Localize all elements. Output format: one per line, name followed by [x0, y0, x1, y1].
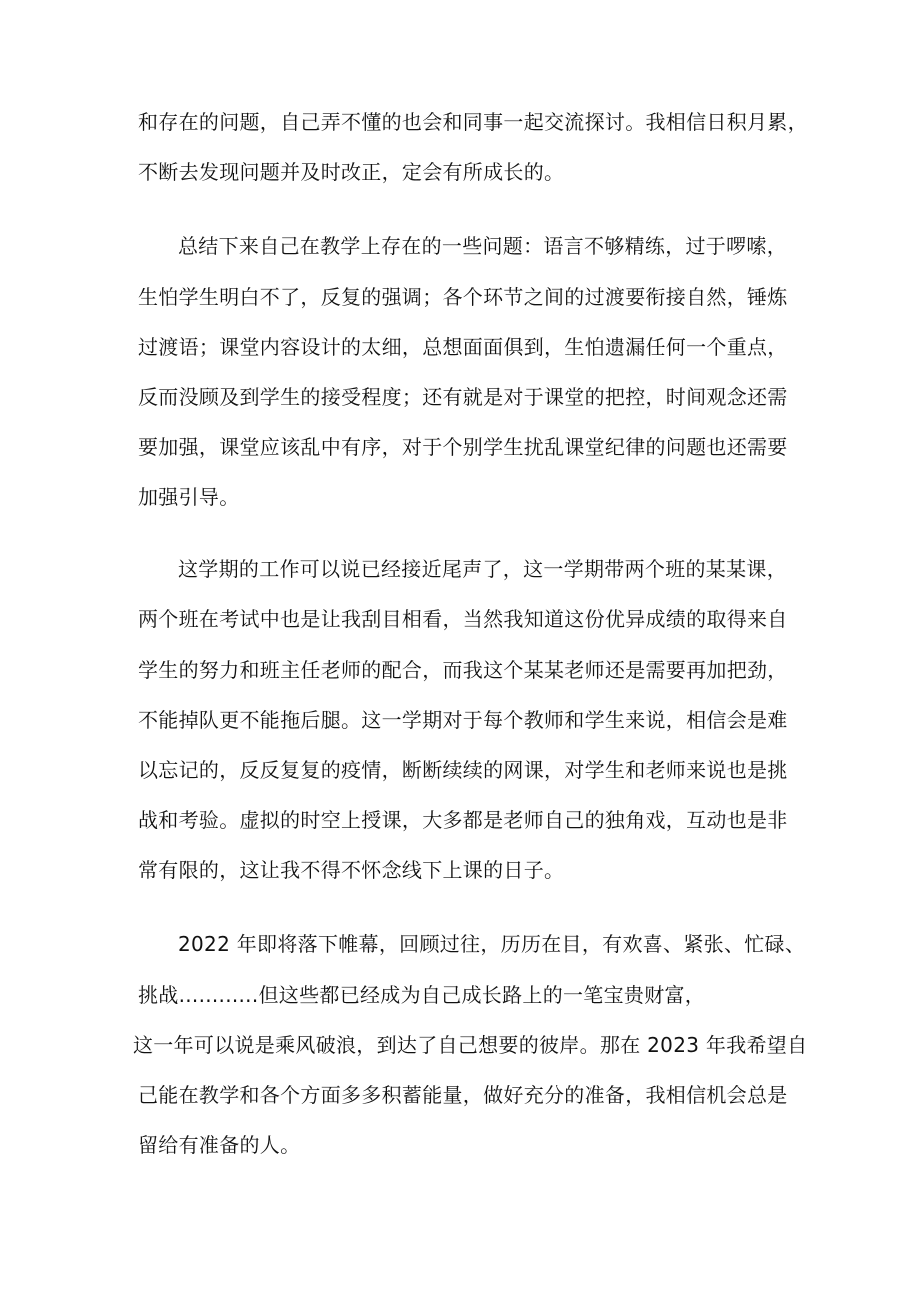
text-line: 总结下来自己在教学上存在的一些问题：语言不够精练，过于啰嗦， — [178, 234, 787, 258]
text-line: 加强引导。 — [138, 485, 240, 509]
text-line: 两个班在考试中也是让我刮目相看，当然我知道这份优异成绩的取得来自 — [138, 607, 788, 631]
text-line: 和存在的问题，自己弄不懂的也会和同事一起交流探讨。我相信日积月累， — [138, 110, 808, 134]
text-line: 不能掉队更不能拖后腿。这一学期对于每个教师和学生来说，相信会是难 — [138, 708, 788, 732]
text-line: 过渡语；课堂内容设计的太细，总想面面俱到，生怕遗漏任何一个重点， — [138, 335, 788, 359]
text-line: 反而没顾及到学生的接受程度；还有就是对于课堂的把控，时间观念还需 — [138, 385, 788, 409]
text-line: 战和考验。虚拟的时空上授课，大多都是老师自己的独角戏，互动也是非 — [138, 808, 788, 832]
text-line: 学生的努力和班主任老师的配合，而我这个某某老师还是需要再加把劲， — [138, 658, 788, 682]
text-line: 要加强，课堂应该乱中有序，对于个别学生扰乱课堂纪律的问题也还需要 — [138, 435, 788, 459]
text-line: 留给有准备的人。 — [138, 1133, 301, 1157]
text-line: 不断去发现问题并及时改正，定会有所成长的。 — [138, 160, 565, 184]
text-line: 2022 年即将落下帷幕，回顾过往，历历在目，有欢喜、紧张、忙碌、 — [178, 932, 806, 956]
text-line: 这一年可以说是乘风破浪，到达了自己想要的彼岸。那在 2023 年我希望自 — [133, 1033, 808, 1057]
text-line: 以忘记的，反反复复的疫情，断断续续的网课，对学生和老师来说也是挑 — [138, 758, 788, 782]
text-line: 生怕学生明白不了，反复的强调；各个环节之间的过渡要衔接自然，锤炼 — [138, 285, 788, 309]
text-line: 挑战............但这些都已经成为自己成长路上的一笔宝贵财富， — [138, 983, 706, 1007]
text-line: 己能在教学和各个方面多多积蓄能量，做好充分的准备，我相信机会总是 — [138, 1083, 788, 1107]
text-line: 常有限的，这让我不得不怀念线下上课的日子。 — [138, 858, 565, 882]
text-line: 这学期的工作可以说已经接近尾声了，这一学期带两个班的某某课， — [178, 557, 787, 581]
